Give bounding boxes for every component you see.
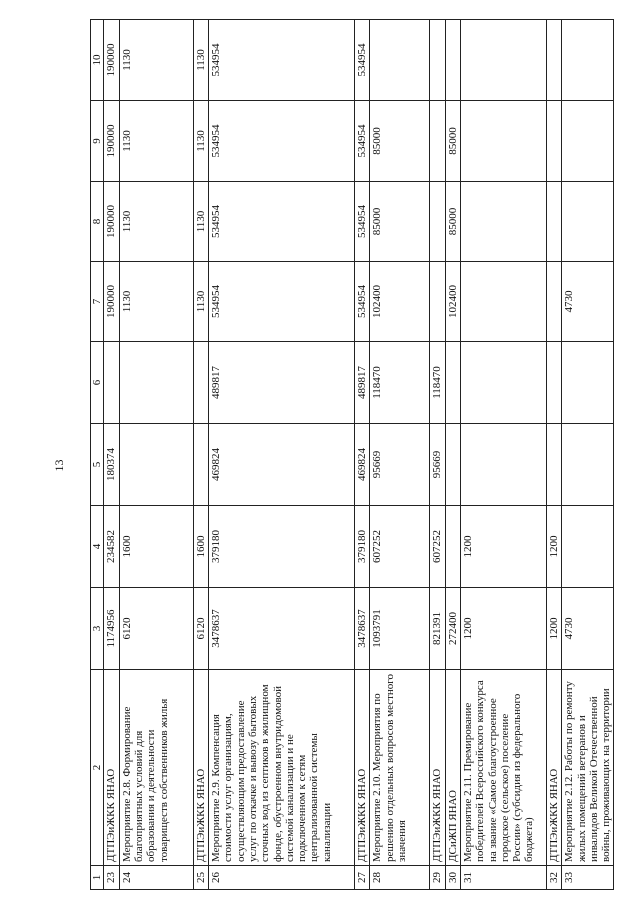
cell-c6 [193,342,208,424]
row-name: ДТПЭиЖКК ЯНАО [546,670,561,866]
cell-c4: 1200 [546,506,561,588]
header-cell: 10 [91,20,104,101]
cell-c3: 3478637 [208,588,354,670]
cell-c9: 190000 [104,101,119,182]
row-number: 24 [119,866,193,890]
row-name: Мероприятие 2.12. Работы по ремонту жилых помещений ветеранов и инвалидов Великой Отечественной войны, проживающих на территории [562,670,614,866]
cell-c6: 489817 [208,342,354,424]
cell-c4: 1600 [193,506,208,588]
cell-c7: 1130 [193,262,208,342]
row-number: 29 [430,866,445,890]
cell-c3: 1200 [546,588,561,670]
cell-c3: 1200 [460,588,546,670]
cell-c7: 190000 [104,262,119,342]
row-name: ДТПЭиЖКК ЯНАО [430,670,445,866]
row-name: Мероприятие 2.10. Мероприятия по решению отдельных вопросов местного значения [370,670,430,866]
cell-c9: 1130 [193,101,208,182]
cell-c9: 85000 [370,101,430,182]
cell-c4: 607252 [430,506,445,588]
cell-c9 [430,101,445,182]
cell-c5 [193,424,208,506]
cell-c8: 1130 [193,182,208,262]
header-cell: 3 [91,588,104,670]
cell-c10 [430,20,445,101]
cell-c7: 534954 [208,262,354,342]
row-number: 28 [370,866,430,890]
cell-c9: 85000 [445,101,460,182]
cell-c10: 534954 [208,20,354,101]
cell-c6 [460,342,546,424]
cell-c10 [370,20,430,101]
header-cell: 4 [91,506,104,588]
table-row [119,20,193,890]
header-cell: 9 [91,101,104,182]
row-number: 27 [354,866,369,890]
cell-c7 [546,262,561,342]
cell-c8: 85000 [370,182,430,262]
cell-c3: 6120 [193,588,208,670]
cell-c3: 6120 [119,588,193,670]
row-name: Мероприятие 2.9. Компенсация стоимости услуг организациям, осуществляющим предоставление услуг по откачке и вывозу бытовых сточных вод из септиков в жилищном фонде, обустроенном внутридомовой системой канализации и не подключенном к сетям централизованной системы канализации [208,670,354,866]
cell-c8: 534954 [354,182,369,262]
header-cell: 5 [91,424,104,506]
header-cell: 1 [91,866,104,890]
cell-c5 [460,424,546,506]
cell-c5 [562,424,614,506]
cell-c5: 180374 [104,424,119,506]
row-name: ДТПЭиЖКК ЯНАО [104,670,119,866]
table-row [354,20,369,890]
cell-c8 [562,182,614,262]
cell-c4: 1200 [460,506,546,588]
row-number: 33 [562,866,614,890]
cell-c7: 4730 [562,262,614,342]
table-row [430,20,445,890]
cell-c5: 95669 [370,424,430,506]
cell-c5 [546,424,561,506]
cell-c7: 1130 [119,262,193,342]
table-body [91,20,614,890]
cell-c9 [460,101,546,182]
cell-c5: 95669 [430,424,445,506]
cell-c6: 118470 [430,342,445,424]
cell-c9: 1130 [119,101,193,182]
cell-c10: 534954 [354,20,369,101]
row-number: 32 [546,866,561,890]
cell-c4: 607252 [370,506,430,588]
table-row [546,20,561,890]
cell-c10 [562,20,614,101]
cell-c6 [546,342,561,424]
cell-c9 [562,101,614,182]
table-row [370,20,430,890]
row-number: 25 [193,866,208,890]
cell-c4 [445,506,460,588]
cell-c5: 469824 [208,424,354,506]
cell-c5 [119,424,193,506]
cell-c8: 1130 [119,182,193,262]
table-row [562,20,614,890]
cell-c3: 821391 [430,588,445,670]
header-cell: 6 [91,342,104,424]
row-number: 30 [445,866,460,890]
cell-c8: 534954 [208,182,354,262]
cell-c10 [445,20,460,101]
cell-c9 [546,101,561,182]
cell-c10: 190000 [104,20,119,101]
cell-c9: 534954 [354,101,369,182]
cell-c8 [460,182,546,262]
table-row [445,20,460,890]
cell-c8: 190000 [104,182,119,262]
cell-c8 [430,182,445,262]
cell-c10: 1130 [119,20,193,101]
header-cell: 8 [91,182,104,262]
row-name: Мероприятие 2.11. Премирование победителей Всероссийского конкурса на звание «Самое благоустроенное городское (сельское) поселение России» (субсидия из федерального бюджета) [460,670,546,866]
row-number: 31 [460,866,546,890]
cell-c6 [119,342,193,424]
budget-table [90,19,614,890]
table-header-row [91,20,104,890]
cell-c7: 102400 [370,262,430,342]
cell-c6 [104,342,119,424]
cell-c5 [445,424,460,506]
cell-c9: 534954 [208,101,354,182]
cell-c5: 469824 [354,424,369,506]
table-row [193,20,208,890]
cell-c7: 534954 [354,262,369,342]
cell-c4: 379180 [208,506,354,588]
cell-c4: 234582 [104,506,119,588]
row-number: 26 [208,866,354,890]
cell-c6 [445,342,460,424]
row-name: ДСиЖП ЯНАО [445,670,460,866]
table-row [460,20,546,890]
table-row [104,20,119,890]
cell-c6: 118470 [370,342,430,424]
row-name: ДТПЭиЖКК ЯНАО [193,670,208,866]
row-name: Мероприятие 2.8. Формирование благоприятных условий для образования и деятельности товариществ собственников жилья [119,670,193,866]
cell-c8 [546,182,561,262]
cell-c3: 272400 [445,588,460,670]
row-number: 23 [104,866,119,890]
cell-c10 [460,20,546,101]
cell-c6: 489817 [354,342,369,424]
cell-c7 [460,262,546,342]
cell-c10: 1130 [193,20,208,101]
cell-c6 [562,342,614,424]
table-row [208,20,354,890]
cell-c4 [562,506,614,588]
cell-c3: 3478637 [354,588,369,670]
cell-c3: 1174956 [104,588,119,670]
header-cell: 7 [91,262,104,342]
table-wrapper [90,20,613,890]
rotated-page-area [90,20,613,890]
cell-c7: 102400 [445,262,460,342]
cell-c3: 4730 [562,588,614,670]
cell-c7 [430,262,445,342]
cell-c4: 1600 [119,506,193,588]
page-number: 13 [52,459,66,472]
cell-c8: 85000 [445,182,460,262]
header-cell: 2 [91,670,104,866]
row-name: ДТПЭиЖКК ЯНАО [354,670,369,866]
cell-c4: 379180 [354,506,369,588]
cell-c10 [546,20,561,101]
cell-c3: 1093791 [370,588,430,670]
